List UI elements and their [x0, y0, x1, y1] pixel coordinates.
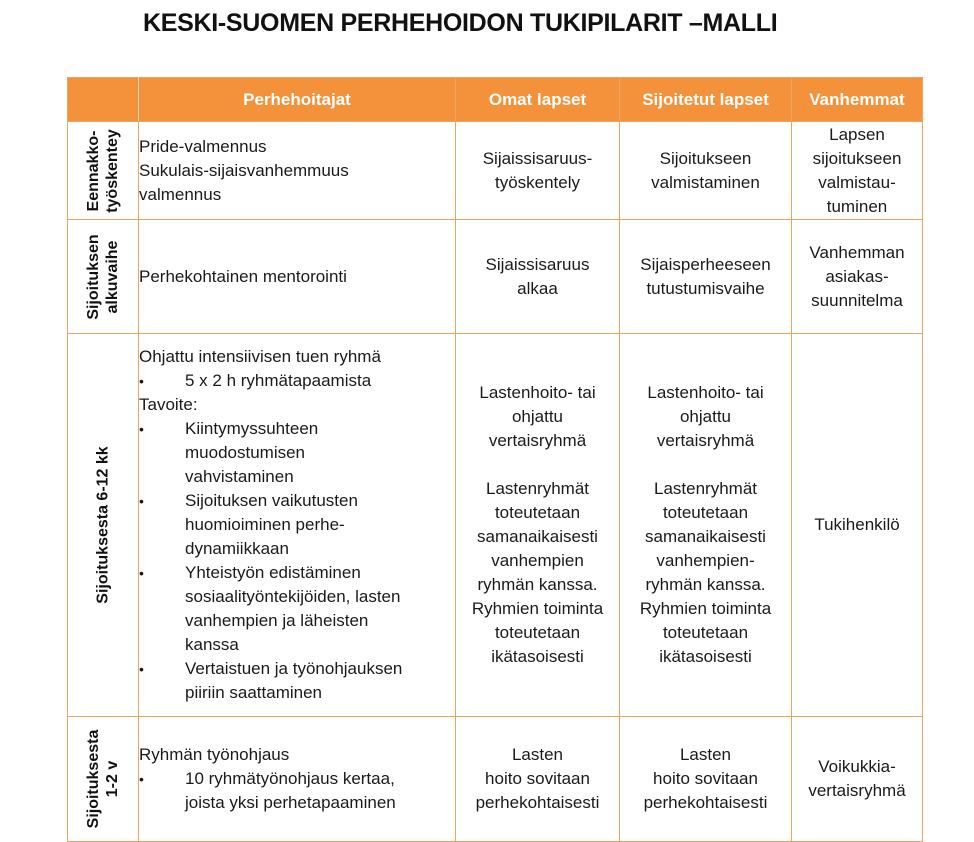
table-row [68, 122, 923, 220]
cell-omat-lapset [456, 717, 620, 842]
text-line: Sijoitukseen [659, 148, 752, 168]
text-line: toteutetaan [662, 623, 749, 642]
text-line: Tavoite: [139, 395, 198, 414]
text-line: ikätasoisesti [659, 647, 752, 666]
cell-sijoitetut-lapset [620, 220, 792, 334]
table-row [68, 220, 923, 334]
list-item [139, 489, 455, 561]
text-line: Sijaissisaruus- [482, 148, 593, 168]
text-line: perhekohtaisesti [475, 793, 600, 812]
cell-perhehoitajat [139, 334, 456, 717]
text-line: Sijaissisaruus [485, 254, 590, 274]
text-line: toteutetaan [494, 623, 581, 642]
cell-sijoitetut-lapset [620, 717, 792, 842]
text-line: Sijaisperheeseen [640, 254, 771, 274]
cell-perhehoitajat [139, 220, 456, 334]
table-row [68, 717, 923, 842]
text-line: sijoitukseen [812, 148, 902, 168]
text-line: Ohjattu intensiivisen tuen ryhmä [139, 347, 381, 366]
text-line: ikätasoisesti [491, 647, 584, 666]
phase-label-line: Eennakko- [85, 130, 102, 211]
text-line: 10 ryhmätyönohjaus kertaa, [185, 769, 395, 788]
table-row [68, 334, 923, 717]
header-omat-lapset: Omat lapset [456, 78, 620, 122]
phase-label-line: Sijoituksesta 6-12 kk [94, 446, 112, 604]
text-line: ryhmän kanssa. [645, 575, 766, 594]
cell-vanhemmat [792, 717, 923, 842]
text-line: Lastenryhmät [654, 479, 757, 498]
phase-label-line: alkuvaihe [104, 240, 121, 313]
text-line: Vertaistuen ja työnohjauksen [185, 659, 403, 678]
text-line: Perhekohtainen mentorointi [139, 266, 347, 286]
text-line: Lastenryhmät [486, 479, 589, 498]
list-item [139, 369, 455, 393]
text-line: työskentely [494, 172, 581, 192]
cell-sijoitetut-lapset [620, 334, 792, 717]
phase-label-line: Sijoituksesta [85, 729, 102, 829]
bullet-list [139, 417, 455, 705]
text-line: vahvistaminen [185, 467, 294, 486]
text-line: Ryhmien toiminta [639, 599, 772, 618]
text-line: vertaisryhmä [808, 781, 906, 800]
text-line: 5 x 2 h ryhmätapaamista [185, 371, 372, 390]
row-phase-label [68, 334, 139, 717]
text-line: Voikukkia- [818, 757, 896, 776]
cell-omat-lapset [456, 220, 620, 334]
text-line: vanhempien- [656, 551, 755, 570]
text-line: valmistau- [818, 172, 896, 192]
header-sijoitetut-lapset: Sijoitetut lapset [620, 78, 792, 122]
text-line: tutustumisvaihe [646, 278, 765, 298]
list-item [139, 767, 455, 815]
text-line: Yhteistyön edistäminen [185, 563, 361, 582]
text-line: vertaisryhmä [488, 431, 587, 450]
text-line: Lapsen [829, 124, 885, 144]
text-line: joista yksi perhetapaaminen [185, 793, 396, 812]
text-line: piiriin saattaminen [185, 683, 323, 702]
text-line: vanhempien [491, 551, 584, 570]
phase-label-line: Sijoituksen [85, 233, 102, 320]
support-pillars-table [67, 77, 923, 842]
text-line: Pride-valmennus [139, 136, 267, 156]
text-line: tuminen [826, 196, 888, 216]
header-perhehoitajat: Perhehoitajat [139, 78, 456, 122]
phase-label-line: työskentey [104, 128, 121, 213]
cell-perhehoitajat [139, 122, 456, 220]
text-line: dynamiikkaan [185, 539, 289, 558]
text-line: ohjattu [679, 407, 732, 426]
text-line: muodostumisen [185, 443, 306, 462]
cell-vanhemmat [792, 334, 923, 717]
text-line: ohjattu [511, 407, 564, 426]
list-item [139, 657, 455, 705]
text-line: Kiintymyssuhteen [185, 419, 319, 438]
header-vanhemmat: Vanhemmat [792, 78, 923, 122]
text-line: vertaisryhmä [656, 431, 755, 450]
text-line: Lastenhoito- tai [479, 383, 596, 402]
text-line: Lasten [679, 745, 732, 764]
list-item [139, 417, 455, 489]
text-line: alkaa [517, 278, 558, 298]
text-line: hoito sovitaan [485, 769, 590, 788]
phase-label-line: 1-2 v [104, 760, 121, 798]
bullet-icon: • [139, 771, 144, 787]
text-line: Tukihenkilö [814, 515, 900, 534]
bullet-icon: • [139, 421, 144, 437]
text-line: Sukulais-sijaisvanhemmuus [139, 160, 349, 180]
row-phase-label [68, 220, 139, 334]
text-line: kanssa [185, 635, 239, 654]
cell-perhehoitajat [139, 717, 456, 842]
row-phase-label [68, 122, 139, 220]
text-line: valmennus [139, 184, 222, 204]
text-line: Vanhemman [809, 242, 905, 262]
bullet-list [139, 767, 455, 815]
list-item [139, 561, 455, 657]
cell-omat-lapset [456, 122, 620, 220]
text-line: toteutetaan [494, 503, 581, 522]
text-line: vanhempien ja läheisten [185, 611, 369, 630]
text-line: Lasten [511, 745, 564, 764]
text-line: Ryhmän työnohjaus [139, 745, 290, 764]
text-line: ryhmän kanssa. [477, 575, 598, 594]
page-title: KESKI-SUOMEN PERHEHOIDON TUKIPILARIT –MALLI [143, 9, 778, 37]
text-line: samanaikaisesti [645, 527, 766, 546]
text-line: hoito sovitaan [653, 769, 758, 788]
text-line: Sijoituksen vaikutusten [185, 491, 358, 510]
header-row [68, 78, 923, 122]
text-line: Lastenhoito- tai [647, 383, 764, 402]
row-phase-label [68, 717, 139, 842]
text-line: asiakas- [825, 266, 889, 286]
text-line: sosiaalityöntekijöiden, lasten [185, 587, 401, 606]
cell-sijoitetut-lapset [620, 122, 792, 220]
header-corner [68, 78, 139, 122]
text-line: suunnitelma [811, 290, 903, 310]
bullet-list [139, 369, 455, 393]
text-line: samanaikaisesti [477, 527, 598, 546]
cell-vanhemmat [792, 122, 923, 220]
text-line: huomioiminen perhe- [185, 515, 345, 534]
bullet-icon: • [139, 661, 144, 677]
text-line: toteutetaan [662, 503, 749, 522]
text-line: perhekohtaisesti [643, 793, 768, 812]
cell-vanhemmat [792, 220, 923, 334]
bullet-icon: • [139, 493, 144, 509]
bullet-icon: • [139, 373, 144, 389]
bullet-icon: • [139, 565, 144, 581]
text-line: valmistaminen [651, 172, 760, 192]
cell-omat-lapset [456, 334, 620, 717]
text-line: Ryhmien toiminta [471, 599, 604, 618]
